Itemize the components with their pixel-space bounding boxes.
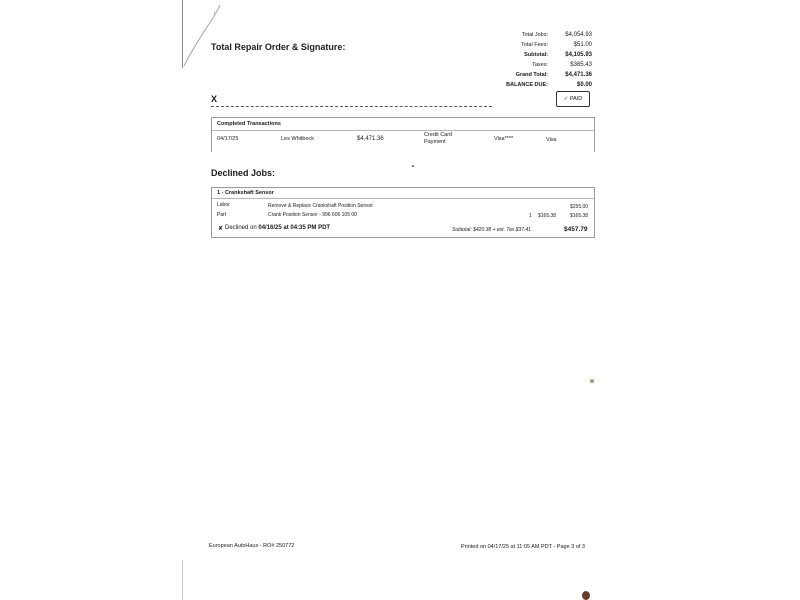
totals-value: $51.00 xyxy=(573,42,592,48)
totals-value: $0.00 xyxy=(576,82,592,88)
declined-subtotal: Subtotal: $420.38 + est. Tax $37.41 xyxy=(452,227,531,233)
labor-description: Remove & Replace Crankshaft Position Sensor xyxy=(268,203,374,209)
declined-status xyxy=(225,225,330,232)
totals-value: $4,054.93 xyxy=(565,32,592,38)
paid-badge: ✓ PAID xyxy=(556,91,590,107)
totals-row-balance-due xyxy=(480,80,592,90)
totals-row-grand-total xyxy=(480,70,592,80)
declined-job-total: $457.79 xyxy=(564,226,588,233)
footer-printed-page: Printed on 04/17/25 at 11:05 AM PDT - Page 3 of 3 xyxy=(461,544,585,550)
totals-value: $365.43 xyxy=(570,62,592,68)
totals-label: Total Jobs: xyxy=(521,32,548,38)
totals-label: Subtotal: xyxy=(524,52,548,58)
part-unit-price: $165.38 xyxy=(538,213,557,219)
totals-value: $4,471.36 xyxy=(565,72,592,78)
totals-row-taxes xyxy=(480,60,592,70)
transaction-card-type: Visa xyxy=(546,137,557,143)
part-total: $165.38 xyxy=(570,213,589,219)
declined-job-box xyxy=(211,187,595,238)
stain-mark xyxy=(582,591,590,600)
signature-line xyxy=(211,106,492,107)
speck-mark xyxy=(590,379,594,383)
totals-label: Grand Total: xyxy=(515,72,548,78)
labor-total: $255.00 xyxy=(570,204,589,210)
transactions-divider xyxy=(212,130,594,131)
totals-row-total-fees xyxy=(480,40,592,50)
declined-datetime: 04/16/25 at 04:35 PM PDT xyxy=(258,225,331,231)
totals-label: Taxes: xyxy=(532,62,548,68)
transactions-header: Completed Transactions xyxy=(217,121,281,127)
declined-job-title: 1 - Crankshaft Sensor xyxy=(217,190,274,196)
transaction-customer: Les Whitbeck xyxy=(281,136,315,142)
part-description: Crank Position Sensor - 996 606 105 00 xyxy=(268,212,357,218)
transaction-amount: $4,471.36 xyxy=(357,136,384,142)
declined-jobs-title: Declined Jobs: xyxy=(211,168,276,178)
footer-shop-ro: European AutoHaus - RO# 250772 xyxy=(209,543,295,549)
transaction-method: Credit Card Payment xyxy=(424,132,453,145)
transaction-date: 04/17/25 xyxy=(217,136,239,142)
pen-scribble-mark xyxy=(183,2,223,68)
totals-summary xyxy=(480,30,592,90)
signature-x-mark: X xyxy=(211,94,218,104)
page-title: Total Repair Order & Signature: xyxy=(211,42,346,52)
part-label: Part xyxy=(217,212,227,218)
labor-label: Labor xyxy=(217,202,230,208)
totals-label: Total Fees: xyxy=(521,42,548,48)
part-quantity: 1 xyxy=(529,213,532,219)
speck-mark xyxy=(412,165,414,167)
totals-row-total-jobs xyxy=(480,30,592,40)
completed-transactions-box xyxy=(211,117,595,152)
totals-value: $4,105.93 xyxy=(565,52,592,58)
totals-row-subtotal xyxy=(480,50,592,60)
declined-job-divider xyxy=(212,198,594,199)
declined-prefix: Declined on xyxy=(225,225,257,231)
declined-x-icon: ✘ xyxy=(218,226,224,232)
page-edge-bottom xyxy=(182,560,183,600)
totals-label: BALANCE DUE: xyxy=(506,82,548,88)
transaction-card-number: Visa**** xyxy=(494,136,514,142)
